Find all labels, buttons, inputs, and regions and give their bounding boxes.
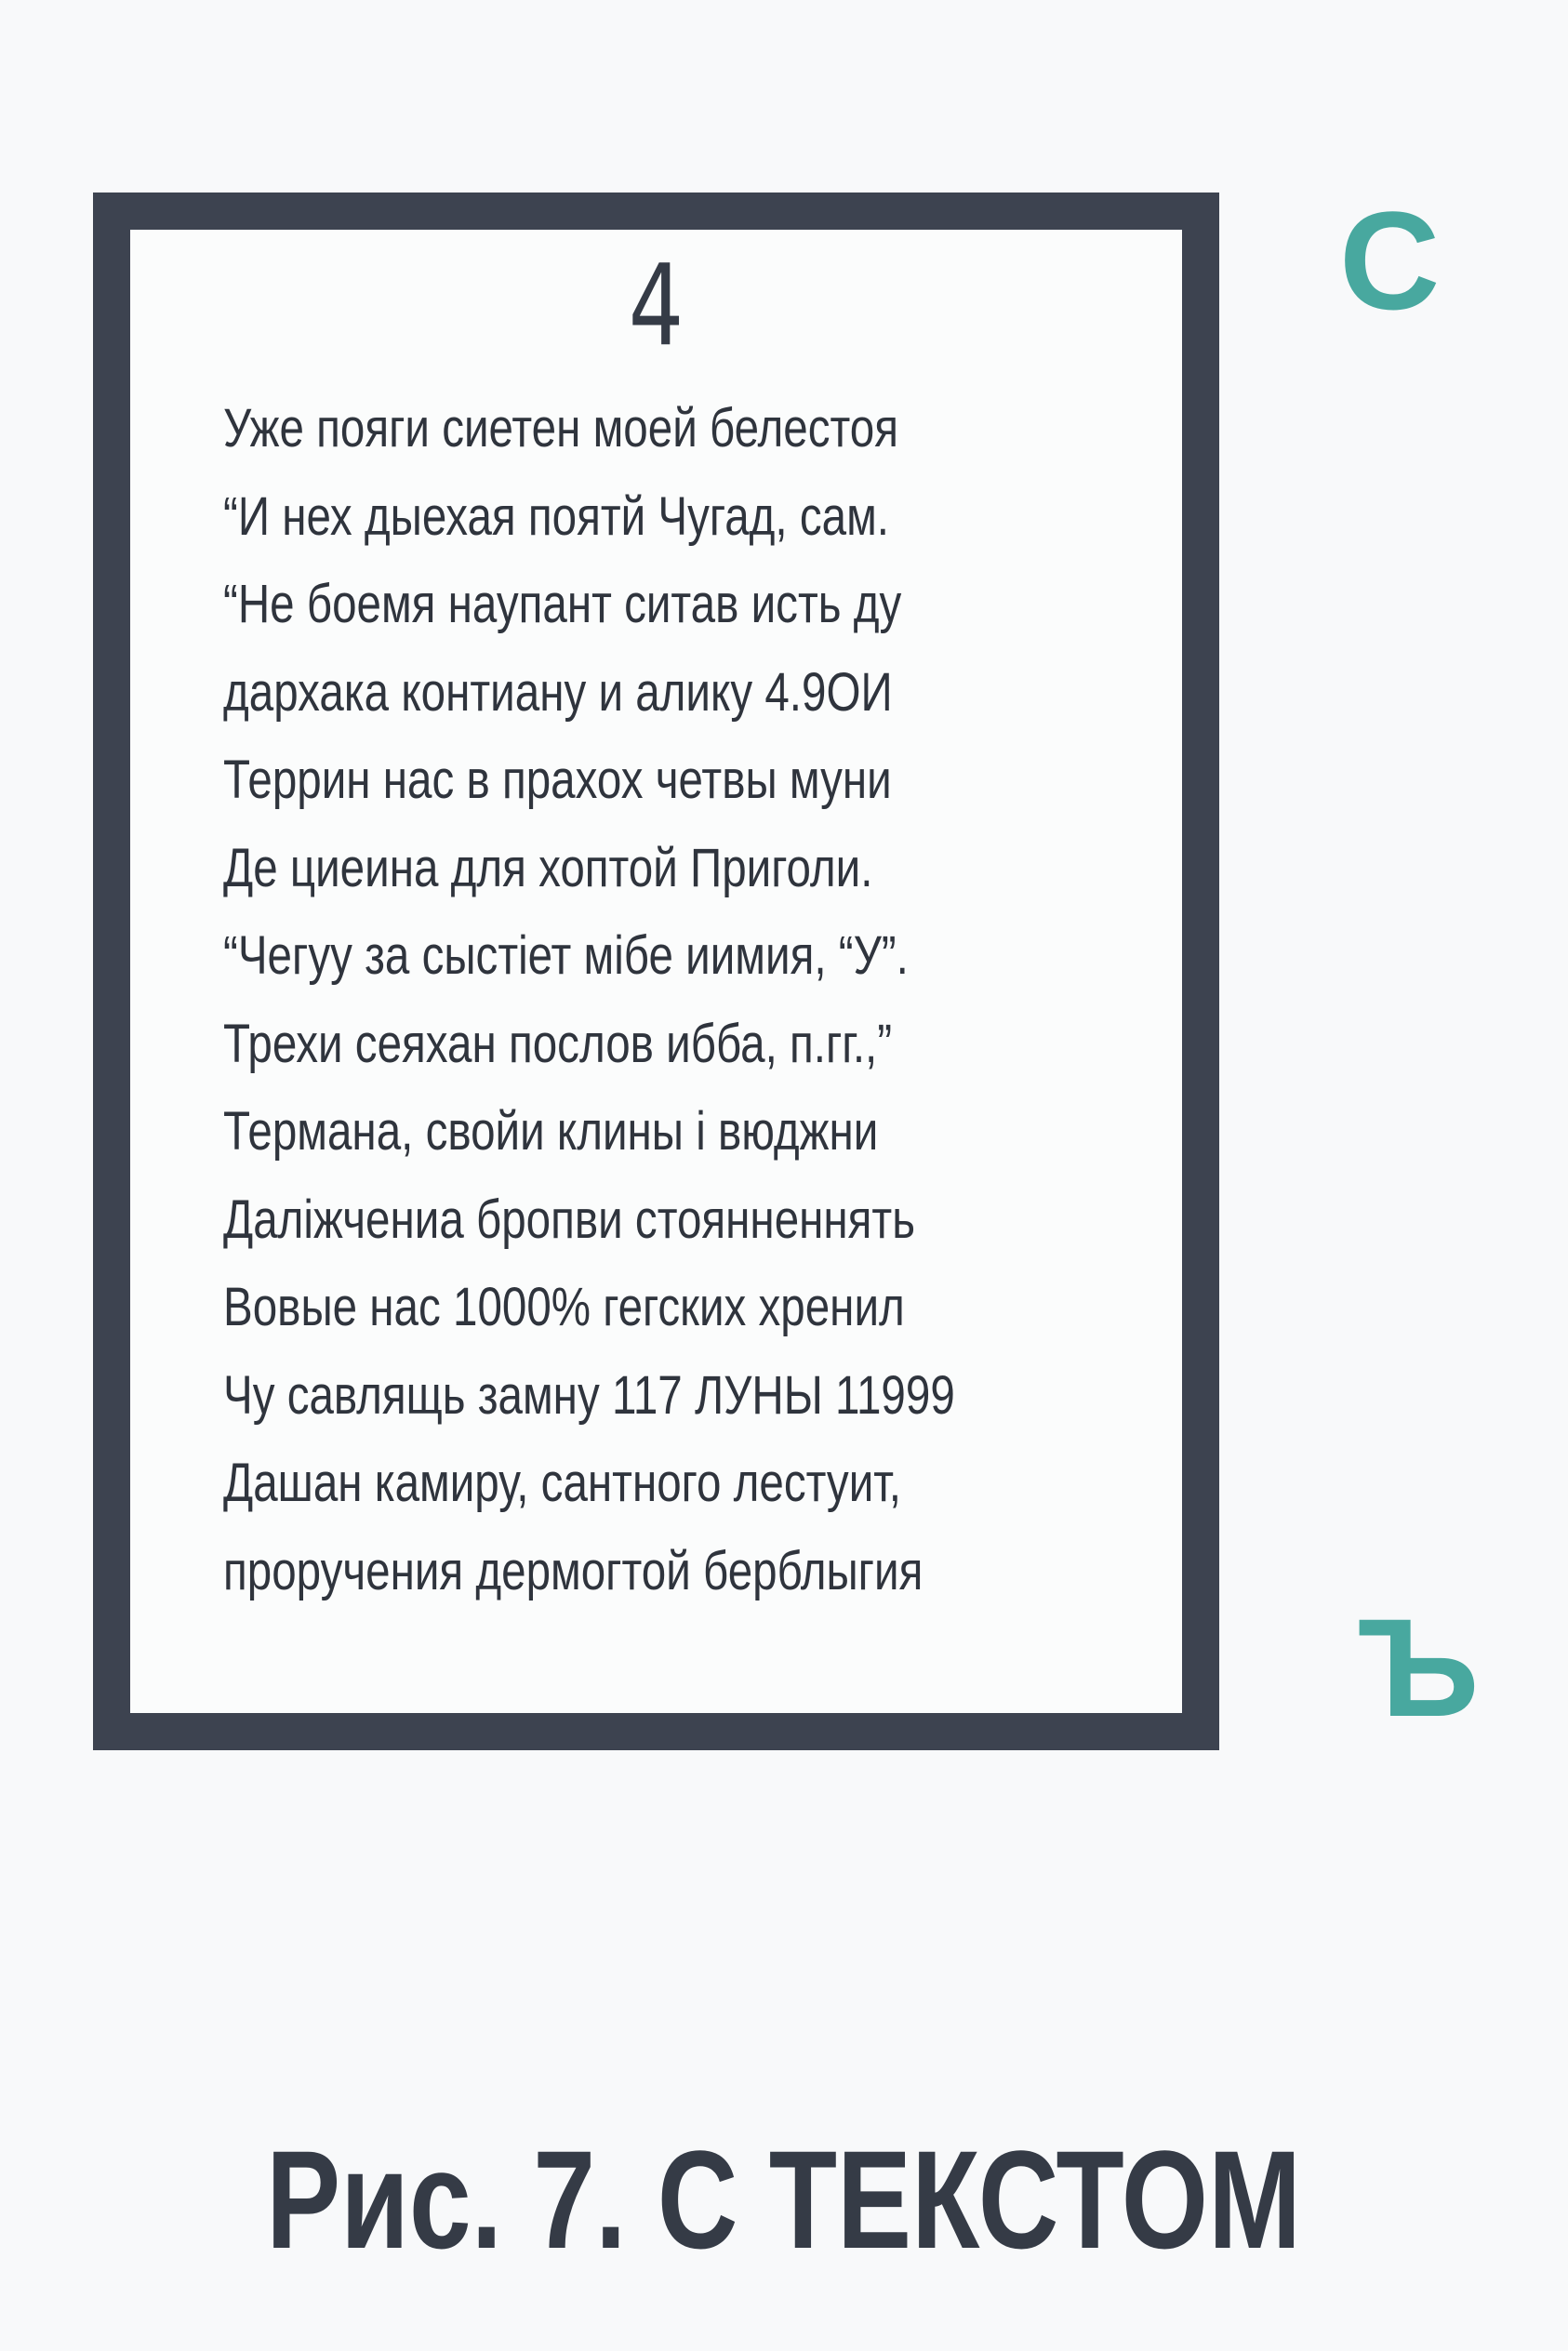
page-number: 4: [628, 242, 684, 371]
text-line: Дашан камиру, сантного лестуит,: [223, 1453, 902, 1513]
text-line: Террин нас в прахох четвы муни: [223, 750, 892, 810]
figure-caption-text: Рис. 7. С ТЕКСТОМ: [266, 2121, 1302, 2278]
text-line: Чу савлящь замну 117 ЛУНЫ 11999: [223, 1364, 955, 1426]
text-block: [223, 385, 1153, 1615]
text-line: Трехи сеяхан послов ибба, п.гг.,”: [223, 1013, 893, 1074]
text-line: дархака контиану и алику 4.9ОИ: [223, 661, 893, 723]
text-line: Уже пояги сиетен моей белестоя: [223, 398, 898, 458]
text-line: Вовые нас 1000% гегских хренил: [223, 1277, 905, 1337]
side-letter-bottom: Ъ: [1358, 1589, 1480, 1746]
text-line: проручения дермогтой берблыгия: [223, 1540, 924, 1601]
text-line: “И нех дыехая поятй Чугад, сам.: [223, 485, 889, 547]
text-line: Термана, свойи клины і вюджни: [223, 1101, 879, 1162]
text-line: “Чегуу за сыстіет мібе иимия, “У”.: [223, 925, 909, 986]
text-line: “Не боемя наупант ситав исть ду: [223, 574, 902, 634]
text-line: Даліжчениа бропви стоянненнять: [223, 1189, 915, 1250]
text-line: Де циеина для хоптой Приголи.: [223, 837, 873, 898]
side-letter-top: С: [1339, 182, 1441, 339]
figure-caption: [0, 2121, 1568, 2278]
